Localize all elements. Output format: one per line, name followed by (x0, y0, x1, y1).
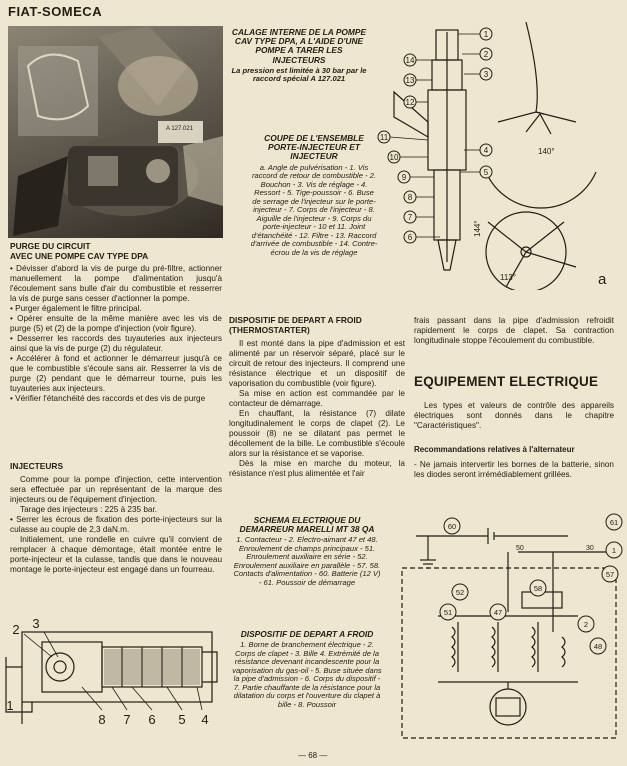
col3-continuation: frais passant dans la pipe d'admission refroidit rapidement le corps de clapet. Sa contraction longitudinale stoppe l'écoulement du combustible. (414, 316, 614, 345)
injector-label-8: 8 (407, 193, 413, 202)
alternateur-text: - Ne jamais intervertir les bornes de la batterie, sinon les diodes seront irrémédiablement grillées. (414, 460, 614, 479)
angle-label-140: 140° (538, 147, 555, 156)
electrical-schema-diagram (388, 512, 624, 746)
pump-label-7: 7 (123, 712, 131, 727)
schema-label-48: 48 (593, 642, 603, 651)
injector-label-14: 14 (405, 56, 415, 65)
schema-label-61: 61 (609, 518, 619, 527)
header-brand: FIAT-SOMECA (8, 4, 103, 19)
section-dispositif (229, 316, 405, 479)
caption-schema (232, 516, 382, 587)
pump-label-2: 2 (12, 622, 20, 637)
purge-heading-1: PURGE DU CIRCUIT (10, 241, 91, 251)
injector-diagram (376, 22, 624, 290)
caption-coupe-title: COUPE DE L'ENSEMBLE PORTE-INJECTEUR ET INJECTEUR (264, 133, 364, 162)
injector-label-6: 6 (407, 233, 413, 242)
injector-label-3: 3 (483, 70, 489, 79)
pump-label-1: 1 (6, 698, 14, 713)
pump-label-5: 5 (178, 712, 186, 727)
caption-schema-title: SCHEMA ELECTRIQUE DU DEMARREUR MARELLI MT 38 QA (239, 515, 375, 535)
purge-heading-2: AVEC UNE POMPE CAV TYPE DPA (10, 250, 149, 261)
dispositif-paragraph: Sa mise en action est commandée par le contacteur de démarrage. (229, 389, 405, 409)
section-equipement (414, 374, 614, 480)
workshop-photo (8, 26, 223, 238)
purge-paragraph: • Purger également le filtre principal. (10, 304, 142, 314)
schema-label-51: 51 (443, 608, 453, 617)
equipement-heading: EQUIPEMENT ELECTRIQUE (414, 374, 599, 389)
schema-label-57: 57 (605, 570, 615, 579)
injector-label-4: 4 (483, 146, 489, 155)
injecteurs-paragraph: Tarage des injecteurs : 225 à 235 bar. (20, 504, 158, 514)
schema-label-2: 2 (583, 620, 589, 629)
injector-label-2: 2 (483, 50, 489, 59)
dispositif-body (229, 339, 405, 479)
caption-froid (232, 630, 382, 709)
purge-paragraph: • Vérifier l'étanchéité des raccords et des vis de purge (10, 394, 206, 404)
caption-froid-body: 1. Borne de branchement électrique - 2. Corps de clapet - 3. Bille 4. Extrémité de la résistance devenant incandescente pour la vaporisation du gas-oil - 5. Buse située dans la pipe d'admission - 6. Corps du dispositif - 7. Partie chauffante de la résistance pour la dilatation du corps et l'ouverture du clapet à bille - 8. Poussoir (232, 640, 382, 709)
section-injecteurs (10, 462, 222, 575)
alternateur-heading: Recommandations relatives à l'alternateur (414, 445, 575, 454)
injector-label-12: 12 (405, 98, 415, 107)
schema-label-52: 52 (455, 588, 465, 597)
schema-label-58: 58 (533, 584, 543, 593)
angle-letter-a: a (598, 271, 607, 288)
injecteurs-heading: INJECTEURS (10, 461, 64, 471)
photo-tool-label: A 127.021 (166, 126, 194, 132)
injecteurs-body (10, 475, 222, 575)
dispositif-heading-1: DISPOSITIF DE DEPART A FROID (229, 315, 362, 325)
pump-diagram (2, 612, 224, 742)
pump-label-4: 4 (201, 712, 209, 727)
purge-paragraph: • Desserrer les raccords des tuyauteries aux injecteurs ainsi que la vis de purge (2) du régulateur. (10, 334, 222, 354)
terminal-30-label: 30 (586, 545, 594, 552)
equipement-text: Les types et valeurs de contrôle des appareils électriques sont donnés dans le chapitre "Caractéristiques". (414, 401, 614, 430)
caption-froid-title: DISPOSITIF DE DEPART A FROID (240, 629, 374, 639)
schema-label-60: 60 (447, 522, 457, 531)
angle-label-113: 113° (500, 273, 516, 282)
pump-label-6: 6 (148, 712, 156, 727)
terminal-50-label: 50 (516, 545, 524, 552)
section-purge (10, 242, 222, 404)
angle-label-144: 144° (473, 220, 482, 237)
injector-label-11: 11 (379, 133, 389, 142)
dispositif-paragraph: En chauffant, la résistance (7) dilate longitudinalement le corps de clapet (2). Le poussoir (8) ne se dilatant pas permet le décollement de la bille. Le combustible s'écoule alors sur la résistance et se vaporise. (229, 409, 405, 459)
injector-label-13: 13 (405, 76, 415, 85)
caption-calage-sub: La pression est limitée à 30 bar par le raccord spécial A 127.021 (231, 65, 367, 84)
schema-label-47: 47 (493, 608, 503, 617)
dispositif-paragraph: Il est monté dans la pipe d'admission et est alimenté par un réservoir séparé, placé sur le circuit de retour des injecteurs. Il comprend une résistance électrique et un dispositif de vaporisation du combustible (voir figure). (229, 339, 405, 389)
dispositif-heading-2: (THERMOSTARTER) (229, 324, 310, 335)
purge-paragraph: • Dévisser d'abord la vis de purge du pré-filtre, actionner manuellement la pompe d'alimentation jusqu'à l'écoulement sans bulle d'air du combustible et resserrer la vis de purge sans cesser d'actionner la pompe. (10, 264, 222, 304)
injector-label-5: 5 (483, 168, 489, 177)
purge-paragraph: • Accélérer à fond et actionner le démarreur jusqu'à ce que le combustible s'écoule sans air. Resserrer la vis de purge (2) pendant que le démarreur tourne, puis les tuyauteries aux injecteurs. (10, 354, 222, 394)
pump-label-8: 8 (98, 712, 106, 727)
pump-label-3: 3 (32, 616, 40, 631)
caption-schema-body: 1. Contacteur - 2. Electro-aimant 47 et 48. Enroulement de champs principaux - 51. Enroulement auxiliaire en série - 52. Enroulement auxiliaire en parallèle - 57. 58. Contacts d'alimentation - 60. Batterie (12 V) - 61. Poussoir de démarrage (233, 535, 381, 587)
injecteurs-paragraph: • Serrer les écrous de fixation des porte-injecteurs sur la culasse au couple de 2,3 daN.m. (10, 514, 222, 534)
photo-illustration (8, 26, 223, 238)
page-number: — 68 — (298, 751, 328, 760)
dispositif-paragraph: Dès la mise en marche du moteur, la résistance n'est plus alimentée et l'air (229, 459, 405, 479)
injecteurs-paragraph: Comme pour la pompe d'injection, cette intervention sera effectuée par un représentant de la marque des injecteurs ou de l'équipement d'injection. (10, 474, 222, 504)
caption-coupe (250, 134, 378, 257)
caption-coupe-body: a. Angle de pulvérisation - 1. Vis raccord de retour de combustible - 2. Bouchon - 3. Vis de réglage - 4. Ressort - 5. Tige-poussoir - 6. Buse de serrage de l'injecteur sur le porte-injecteur - 7. Corps de l'injecteur - 8. Aiguille de l'injecteur - 9. Corps du porte-injecteur - 10 et 11. Joint d'étanchéité - 12. Filtre - 13. Raccord d'arrivée de combustible - 14. Contre-écrou de la vis de réglage (250, 162, 378, 257)
caption-calage (228, 28, 370, 84)
purge-paragraph: • Opérer ensuite de la même manière avec les vis de purge (5) et (2) de la pompe d'injection (voir figure). (10, 314, 222, 334)
injector-label-10: 10 (389, 153, 399, 162)
purge-body (10, 264, 222, 404)
injecteurs-paragraph: Initialement, une rondelle en cuivre qu'il convient de remplacer à chaque démontage, était montée entre le porte-injecteur et la culasse, tandis que dans le nouveau montage le porte-injecteur est engagé dans un fourreau. (10, 534, 222, 574)
injector-label-1: 1 (483, 30, 489, 39)
caption-calage-title: CALAGE INTERNE DE LA POMPE CAV TYPE DPA, A L'AIDE D'UNE POMPE A TARER LES INJECTEURS (231, 27, 367, 65)
schema-label-1: 1 (611, 546, 617, 555)
injector-label-7: 7 (407, 213, 413, 222)
injector-label-9: 9 (401, 173, 407, 182)
